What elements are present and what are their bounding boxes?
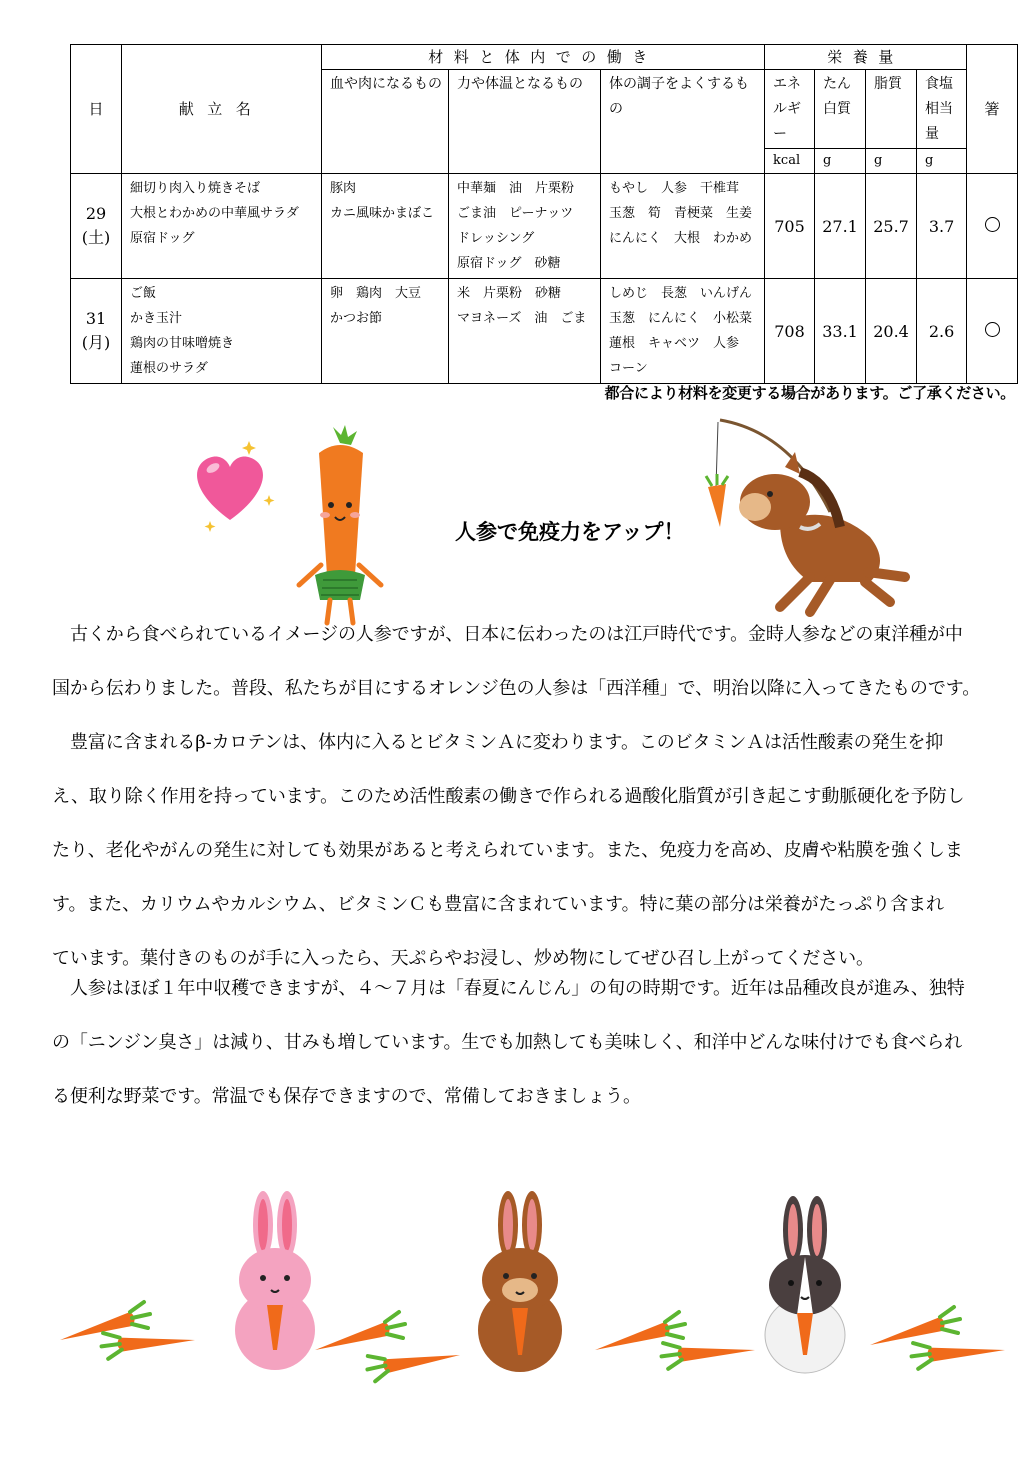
ingredient: コーン [609, 361, 648, 376]
ingredient: 卵 鶏肉 大豆 [330, 286, 422, 301]
day-cell [71, 174, 122, 279]
paragraph-line: え、取り除く作用を持っています。このため活性酸素の働きで作られる過酸化脂質が引き起こす動脈硬化を予防し [52, 786, 965, 807]
header-day: 日 [71, 45, 122, 174]
fat-value: 25.7 [866, 174, 917, 279]
heart-icon [185, 435, 275, 535]
ingredient: 玉葱 筍 青梗菜 生姜 [609, 206, 753, 221]
condition-cell [601, 174, 765, 279]
menu-item: かき玉汁 [130, 311, 183, 326]
chopsticks-mark [967, 174, 1018, 279]
carrot-icon [657, 1314, 755, 1380]
header-menu-name: 献立名 [122, 45, 322, 174]
weekday: (月) [81, 333, 111, 352]
header-blood-meat: 血や肉になるもの [322, 70, 449, 174]
paragraph-line: ています。葉付きのものが手に入ったら、天ぷらやお浸し、炒め物にしてぜひ召し上がってください。 [52, 948, 874, 969]
menu-cell [122, 279, 322, 384]
protein-value: 27.1 [815, 174, 866, 279]
ingredient: マヨネーズ 油 ごま [457, 311, 587, 326]
paragraph-line: る便利な野菜です。常温でも保存できますので、常備しておきましょう。 [52, 1086, 641, 1107]
table-row [71, 279, 1018, 384]
article-paragraph-3 [52, 962, 1033, 1124]
ingredient: 中華麺 油 片栗粉 [457, 181, 575, 196]
menu-item: 蓮根のサラダ [130, 361, 208, 376]
carrot-icon [315, 1312, 405, 1350]
ingredient: 米 片栗粉 砂糖 [457, 286, 562, 301]
ingredient: もやし 人参 干椎茸 [609, 181, 740, 196]
blood-cell [322, 174, 449, 279]
header-chopsticks: 箸 [967, 45, 1018, 174]
day-number: 31 [85, 309, 107, 328]
header-salt: 食塩相当量 [917, 70, 967, 149]
ingredient: しめじ 長葱 いんげん [609, 286, 753, 301]
header-nutrition-group: 栄養量 [765, 45, 967, 70]
article-headline: 人参で免疫力をアップ！ [455, 519, 685, 544]
menu-cell [122, 174, 322, 279]
paragraph-line: たり、老化やがんの発生に対しても効果があると考えられています。また、免疫力を高め、皮膚や粘膜を強くしま [52, 840, 963, 861]
table-row [71, 174, 1018, 279]
menu-table [70, 44, 1018, 384]
ingredient: 原宿ドッグ 砂糖 [457, 256, 561, 271]
ingredient: かつお節 [330, 311, 383, 326]
menu-item: ご飯 [130, 286, 157, 301]
ingredient: 蓮根 キャベツ 人参 [609, 336, 740, 351]
header-protein: たん白質 [815, 70, 866, 149]
menu-item: 原宿ドッグ [130, 231, 195, 246]
unit-fat: g [866, 149, 917, 174]
carrot-icon [870, 1307, 960, 1345]
menu-item: 鶏肉の甘味噌焼き [130, 336, 235, 351]
unit-kcal: kcal [765, 149, 815, 174]
blood-cell [322, 279, 449, 384]
disclaimer-note: 都合により材料を変更する場合があります。ご了承ください。 [604, 384, 1015, 402]
ingredient: ドレッシング [457, 231, 535, 246]
fat-value: 20.4 [866, 279, 917, 384]
article-paragraph-2 [52, 716, 1033, 986]
chopsticks-mark [967, 279, 1018, 384]
salt-value: 3.7 [917, 174, 967, 279]
menu-item: 細切り肉入り焼きそば [130, 181, 261, 196]
circle-icon [985, 322, 1000, 337]
menu-item: 大根とわかめの中華風サラダ [130, 206, 299, 221]
ingredient: 玉葱 にんにく 小松菜 [609, 311, 753, 326]
carrot-character [285, 425, 395, 630]
header-energy-warmth: 力や体温となるもの [449, 70, 601, 174]
energy-cell [449, 279, 601, 384]
condition-cell [601, 279, 765, 384]
energy-cell [449, 174, 601, 279]
rabbits-and-carrots-border [50, 1190, 1020, 1390]
salt-value: 2.6 [917, 279, 967, 384]
circle-icon [985, 217, 1000, 232]
unit-salt: g [917, 149, 967, 174]
ingredient: にんにく 大根 わかめ [609, 231, 753, 246]
brown-rabbit [478, 1191, 562, 1372]
header-energy: エネルギー [765, 70, 815, 149]
header-materials-group: 材料と体内での働き [322, 45, 765, 70]
pink-rabbit [235, 1191, 315, 1370]
ingredient: ごま油 ピーナッツ [457, 206, 574, 221]
horse-chasing-carrot [690, 412, 920, 622]
header-fat: 脂質 [866, 70, 917, 149]
weekday: (土) [81, 228, 111, 247]
paragraph-line: 国から伝わりました。普段、私たちが目にするオレンジ色の人参は「西洋種」で、明治以降に入ってきたものです。 [52, 678, 981, 699]
header-body-condition: 体の調子をよくするもの [601, 70, 765, 174]
kcal-value: 705 [765, 174, 815, 279]
paragraph-line: の「ニンジン臭さ」は減り、甘みも増しています。生でも加熱しても美味しく、和洋中どんな味付けでも食べられ [52, 1032, 963, 1053]
paragraph-line: す。また、カリウムやカルシウム、ビタミンＣも豊富に含まれています。特に葉の部分は栄養がたっぷり含まれ [52, 894, 944, 915]
paragraph-line: 古くから食べられているイメージの人参ですが、日本に伝わったのは江戸時代です。金時人参などの東洋種が中 [70, 624, 963, 645]
ingredient: カニ風味かまぼこ [330, 206, 435, 221]
day-number: 29 [85, 204, 107, 223]
kcal-value: 708 [765, 279, 815, 384]
unit-protein: g [815, 149, 866, 174]
article-paragraph-1 [52, 608, 1033, 716]
paragraph-line: 人参はほぼ１年中収穫できますが、４～７月は「春夏にんじん」の旬の時期です。近年は品種改良が進み、独特 [70, 978, 965, 999]
paragraph-line: 豊富に含まれるβ-カロテンは、体内に入るとビタミンＡに変わります。このビタミンＡは活性酸素の発生を抑 [70, 732, 944, 753]
day-cell [71, 279, 122, 384]
protein-value: 33.1 [815, 279, 866, 384]
ingredient: 豚肉 [330, 181, 357, 196]
black-white-rabbit [765, 1196, 845, 1373]
